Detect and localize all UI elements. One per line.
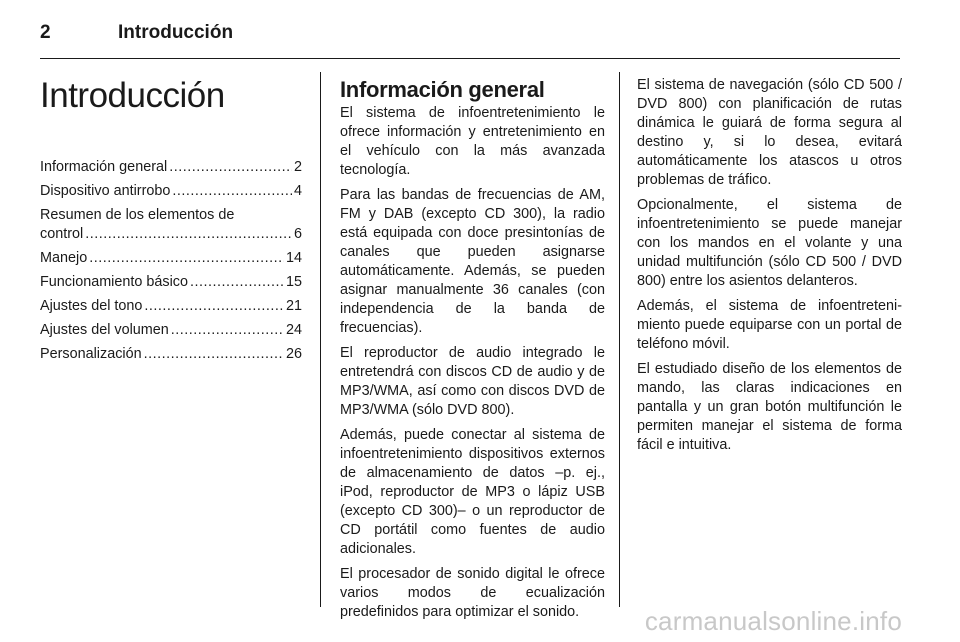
toc-leader <box>172 182 292 201</box>
right-column <box>637 76 902 461</box>
body-paragraph: Opcionalmente, el sistema de infoentretenimiento se puede manejar con los mandos en el volante y una unidad multifunción (sólo CD 500 / DVD 800) entre los asientos delanteros. <box>637 197 902 289</box>
body-paragraph: El sistema de infoentretenimiento le ofrece información y entretenimiento en el vehículo con la más avanzada tecnología. <box>340 105 605 178</box>
body-paragraph: El reproductor de audio integrado le entretendrá con discos CD de audio y de MP3/WMA, así como con discos DVD de MP3/WMA (sólo DVD 800). <box>340 345 605 418</box>
table-of-contents <box>40 158 302 364</box>
toc-item-personalizacion[interactable] <box>40 345 302 364</box>
toc-label: Personalización <box>40 346 142 362</box>
body-paragraph: El procesador de sonido digital le ofrece varios modos de ecualización predefinidos para optimizar el sonido. <box>340 566 605 620</box>
toc-label: Información general <box>40 159 168 175</box>
body-paragraph: Además, puede conectar al sistema de infoentretenimiento dispositivos externos de almacenamiento de datos –p. ej., iPod, reproductor de MP3 o lápiz USB (excepto CD 300)– o un reproductor de CD portátil como fuentes de audio adicionales. <box>340 427 605 557</box>
toc-page: 6 <box>293 226 302 242</box>
toc-label: Dispositivo antirrobo <box>40 183 171 199</box>
toc-leader <box>171 321 284 340</box>
toc-page: 14 <box>285 250 302 266</box>
toc-page: 21 <box>285 298 302 314</box>
toc-item-manejo[interactable] <box>40 249 302 268</box>
toc-label: Funcionamiento básico <box>40 274 188 290</box>
toc-item-dispositivo-antirrobo[interactable] <box>40 182 302 201</box>
page-header <box>40 18 900 48</box>
toc-page: 2 <box>293 159 302 175</box>
toc-leader <box>144 297 284 316</box>
toc-page: 26 <box>285 346 302 362</box>
toc-leader <box>89 249 284 268</box>
toc-page: 4 <box>293 183 302 199</box>
section-title: Información general <box>340 77 545 102</box>
toc-item-funcionamiento-basico[interactable] <box>40 273 302 292</box>
body-paragraph: Para las bandas de frecuencias de AM, FM y DAB (excepto CD 300), la radio está equipada con doce presintonías de canales que pueden asignarse automáticamente. Además, se pueden asignar manualmente 36 canales (con independencia de la banda de frecuencias). <box>340 187 605 336</box>
toc-item-resumen-elementos-control[interactable] <box>40 206 302 244</box>
toc-label: Manejo <box>40 250 88 266</box>
toc-label: Ajustes del volumen <box>40 322 169 338</box>
body-paragraph: El sistema de navegación (sólo CD 500 / DVD 800) con planificación de rutas dinámica le guiará de forma segura al destino y, si lo desea, evitará automáticamente los atascos u otros problemas de tráfico. <box>637 77 902 188</box>
toc-item-ajustes-volumen[interactable] <box>40 321 302 340</box>
toc-label: Ajustes del tono <box>40 298 143 314</box>
toc-item-informacion-general[interactable] <box>40 158 302 177</box>
toc-page: 24 <box>285 322 302 338</box>
toc-leader <box>85 225 292 244</box>
toc-item-ajustes-tono[interactable] <box>40 297 302 316</box>
toc-page: 15 <box>285 274 302 290</box>
toc-leader <box>169 158 292 177</box>
middle-column <box>340 76 605 628</box>
toc-leader <box>144 345 284 364</box>
toc-label-line1: Resumen de los elementos de <box>40 207 235 223</box>
watermark: carmanualsonline.info <box>644 606 902 636</box>
toc-label: control <box>40 226 84 242</box>
left-column <box>40 66 302 369</box>
body-paragraph: El estudiado diseño de los elementos de mando, las claras indicaciones en pantalla y un gran botón multifunción le permiten manejar el sistema de forma fácil e intuitiva. <box>637 361 902 453</box>
toc-leader <box>190 273 284 292</box>
column-divider <box>619 72 620 607</box>
column-divider <box>320 72 321 607</box>
running-title: Introducción <box>118 22 234 43</box>
page-number: 2 <box>40 22 51 43</box>
chapter-title: Introducción <box>40 76 225 115</box>
header-rule <box>40 58 900 59</box>
body-paragraph: Además, el sistema de infoentreteni-miento puede equiparse con un portal de teléfono móvil. <box>637 298 902 352</box>
